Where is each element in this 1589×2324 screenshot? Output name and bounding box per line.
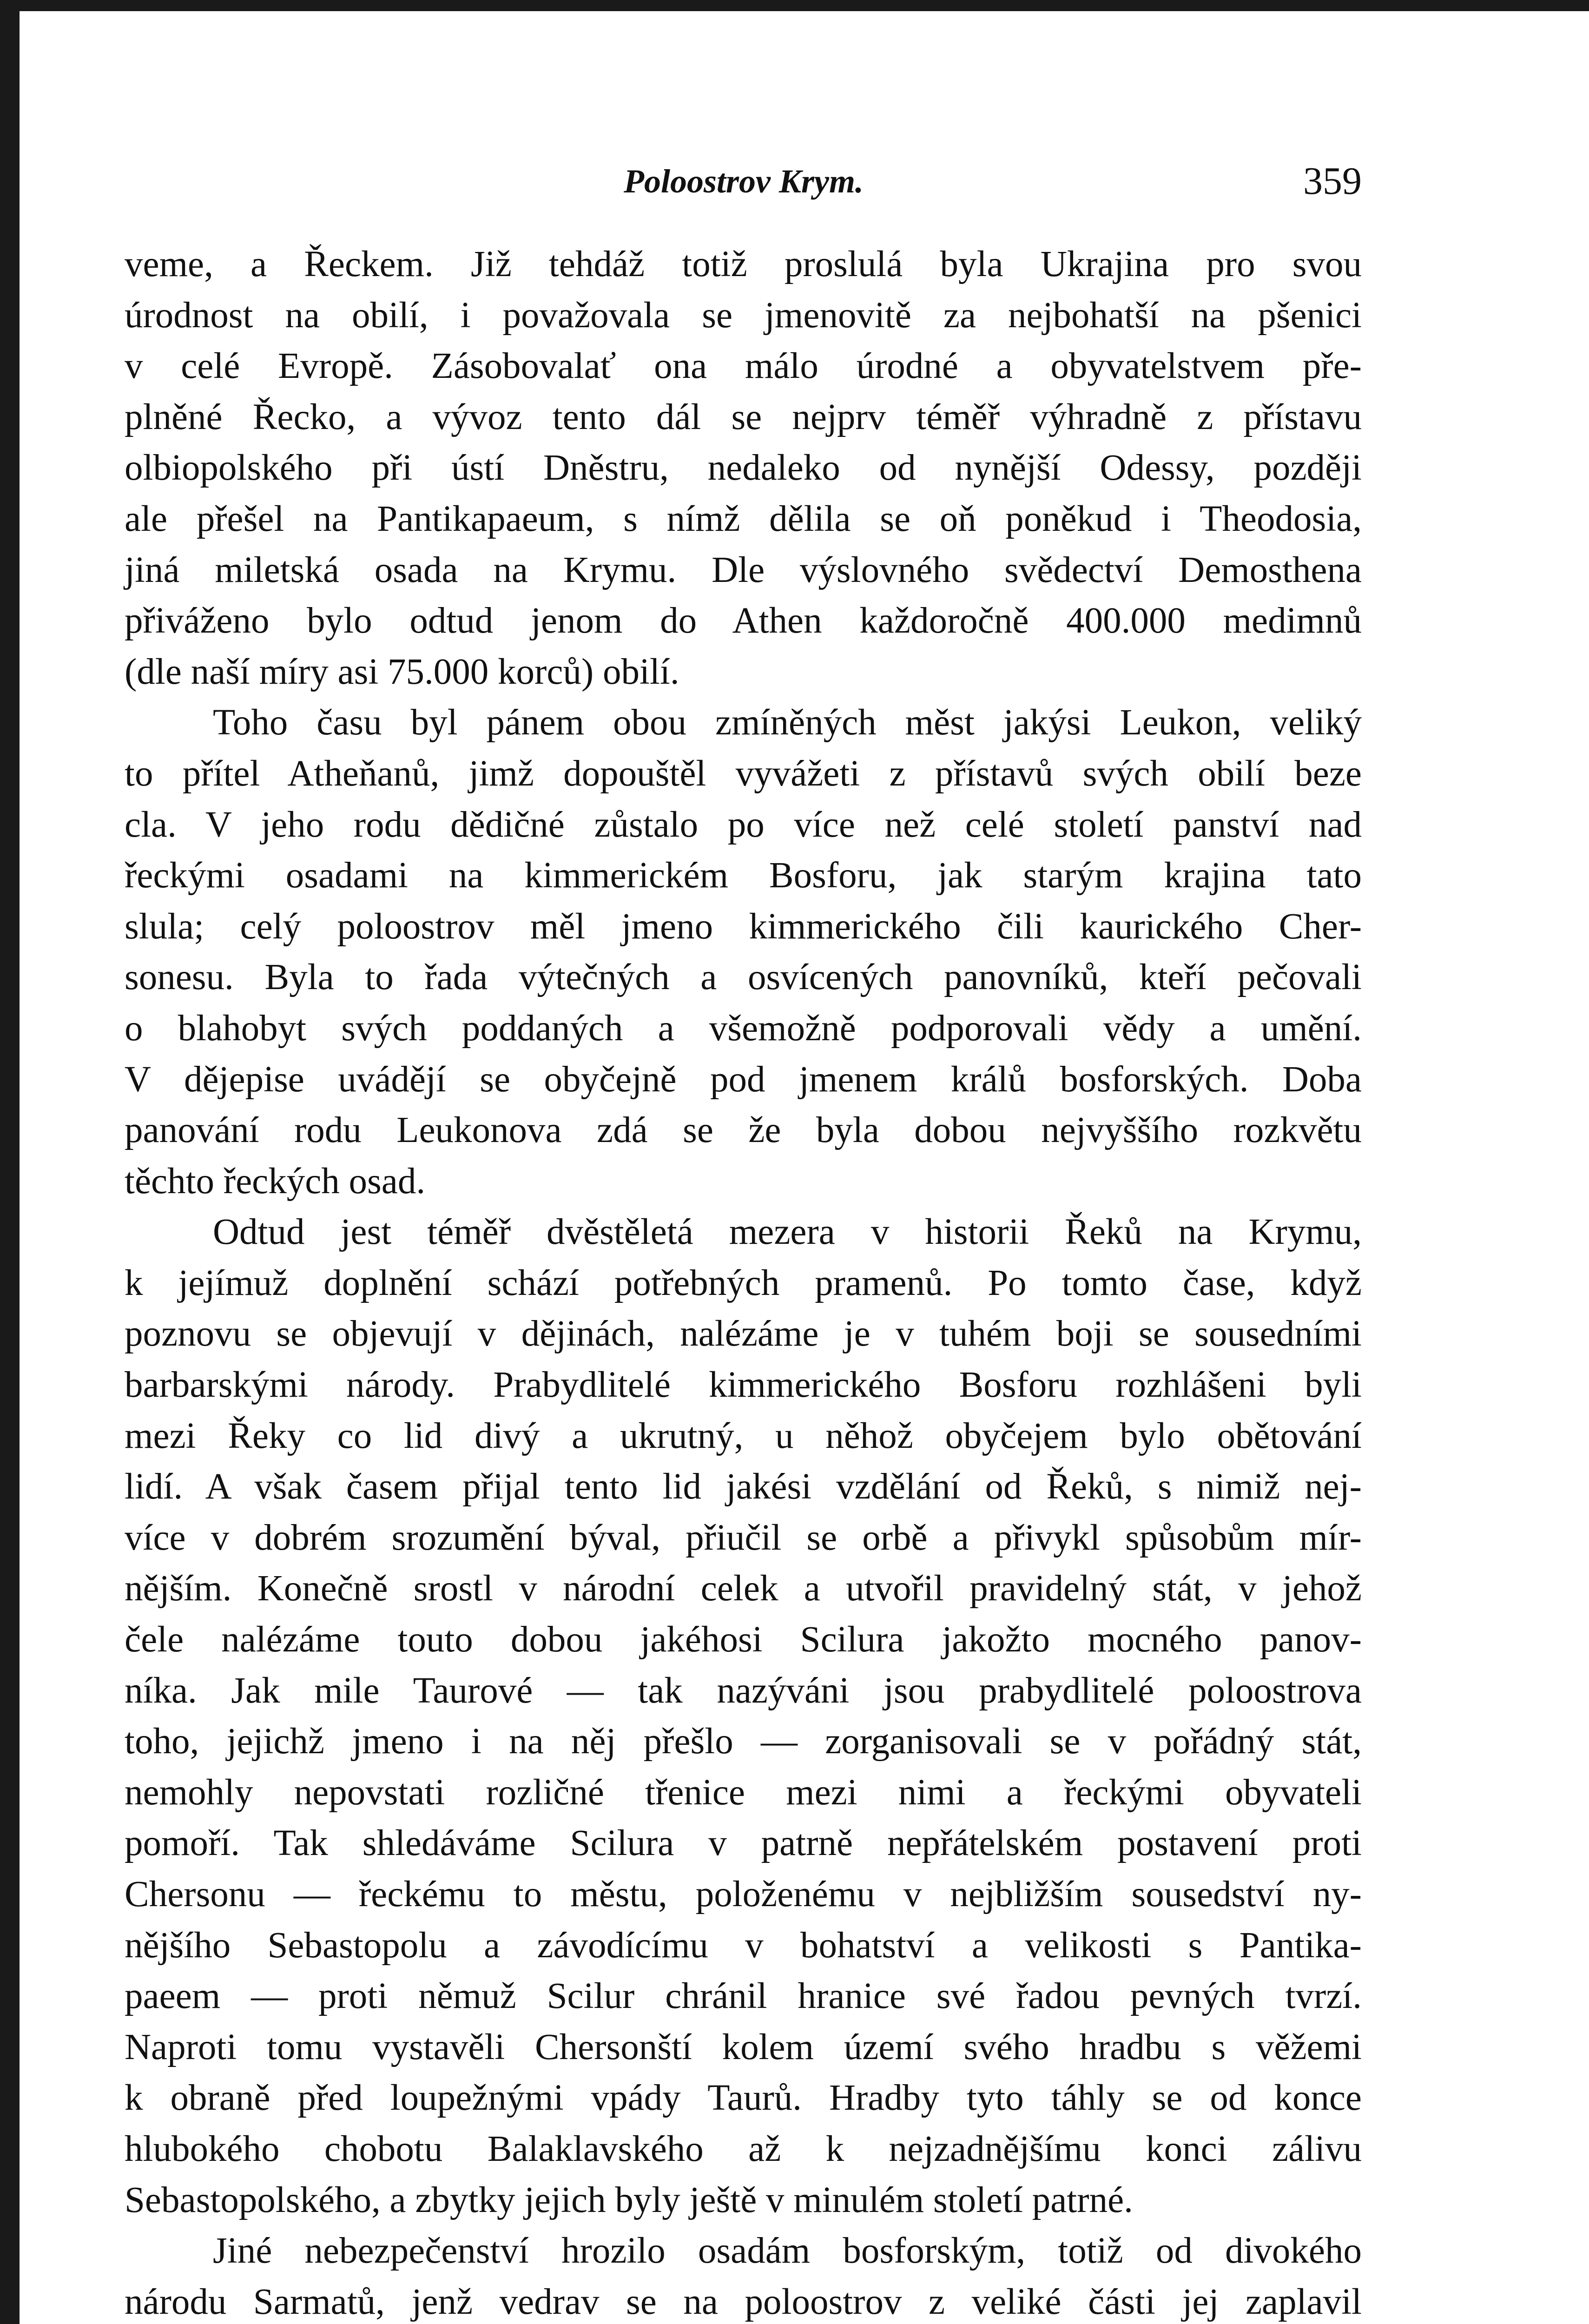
text-line: nemohly nepovstati rozličné třenice mezi nimi a řeckými obyvateli bbox=[125, 1772, 1362, 1813]
text-line: paeem — proti němuž Scilur chránil hranice své řadou pevných tvrzí. bbox=[125, 1976, 1362, 2017]
text-line: toho, jejichž jmeno i na něj přešlo — zorganisovali se v pořádný stát, bbox=[125, 1721, 1362, 1762]
text-line: poznovu se objevují v dějinách, nalézáme je v tuhém boji se sousedními bbox=[125, 1314, 1362, 1354]
scan-edge-top bbox=[0, 0, 1589, 11]
text-line: národu Sarmatů, jenž vedrav se na poloostrov z veliké části jej zaplavil bbox=[125, 2281, 1362, 2322]
text-line: přiváženo bylo odtud jenom do Athen každoročně 400.000 medimnů bbox=[125, 601, 1362, 641]
text-line: cla. V jeho rodu dědičné zůstalo po více než celé století panství nad bbox=[125, 804, 1362, 845]
text-line: k jejímuž doplnění schází potřebných pramenů. Po tomto čase, když bbox=[125, 1262, 1362, 1303]
text-line: sonesu. Byla to řada výtečných a osvícených panovníků, kteří pečovali bbox=[125, 957, 1362, 998]
text-line: níka. Jak mile Taurové — tak nazýváni jsou prabydlitelé poloostrova bbox=[125, 1670, 1362, 1711]
scan-edge-left bbox=[0, 0, 20, 2324]
running-title: Poloostrov Krym. bbox=[624, 163, 864, 200]
text-line: V dějepise uvádějí se obyčejně pod jmenem králů bosforských. Doba bbox=[125, 1059, 1362, 1100]
page-number: 359 bbox=[1303, 159, 1362, 203]
text-line: lidí. A však časem přijal tento lid jakési vzdělání od Řeků, s nimiž nej- bbox=[125, 1466, 1362, 1507]
text-line: plněné Řecko, a vývoz tento dál se nejprv téměř výhradně z přístavu bbox=[125, 396, 1362, 437]
text-line: řeckými osadami na kimmerickém Bosforu, jak starým krajina tato bbox=[125, 855, 1362, 896]
text-line: Sebastopolského, a zbytky jejich byly ještě v minulém století patrné. bbox=[125, 2179, 1133, 2220]
paragraph bbox=[125, 2225, 1362, 2324]
paragraph bbox=[125, 697, 1362, 1207]
text-line: Toho času byl pánem obou zmíněných měst jakýsi Leukon, veliký bbox=[213, 702, 1362, 743]
page-header bbox=[125, 153, 1362, 209]
text-line: Odtud jest téměř dvěstěletá mezera v historii Řeků na Krymu, bbox=[213, 1212, 1362, 1253]
text-line: barbarskými národy. Prabydlitelé kimmerického Bosforu rozhlášeni byli bbox=[125, 1365, 1362, 1406]
paragraph bbox=[125, 239, 1362, 697]
text-line: hlubokého chobotu Balaklavského až k nejzadnějšímu konci zálivu bbox=[125, 2128, 1362, 2169]
text-line: Chersonu — řeckému to městu, položenému v nejbližším sousedství ny- bbox=[125, 1874, 1362, 1915]
text-line: k obraně před loupežnými vpády Taurů. Hradby tyto táhly se od konce bbox=[125, 2078, 1362, 2119]
text-line: nějšího Sebastopolu a závodícímu v bohatství a velikosti s Pantika- bbox=[125, 1925, 1362, 1966]
text-line: v celé Evropě. Zásobovalať ona málo úrodné a obyvatelstvem pře- bbox=[125, 346, 1362, 387]
text-line: slula; celý poloostrov měl jmeno kimmerického čili kaurického Cher- bbox=[125, 906, 1362, 947]
text-line: těchto řeckých osad. bbox=[125, 1161, 426, 1202]
paragraph bbox=[125, 1207, 1362, 2225]
text-line: čele nalézáme touto dobou jakéhosi Scilura jakožto mocného panov- bbox=[125, 1619, 1362, 1660]
text-line: jiná miletská osada na Krymu. Dle výslovného svědectví Demosthena bbox=[125, 549, 1362, 590]
text-line: Jiné nebezpečenství hrozilo osadám bosforským, totiž od divokého bbox=[213, 2231, 1362, 2271]
text-line: nějším. Konečně srostl v národní celek a utvořil pravidelný stát, v jehož bbox=[125, 1568, 1362, 1609]
text-line: olbiopolského při ústí Dněstru, nedaleko od nynější Odessy, později bbox=[125, 448, 1362, 489]
body-text bbox=[125, 239, 1362, 2324]
text-line: veme, a Řeckem. Již tehdáž totiž proslulá byla Ukrajina pro svou bbox=[125, 244, 1362, 284]
text-line: to přítel Atheňanů, jimž dopouštěl vyvážeti z přístavů svých obilí beze bbox=[125, 753, 1362, 794]
text-line: (dle naší míry asi 75.000 korců) obilí. bbox=[125, 651, 679, 692]
text-line: pomoří. Tak shledáváme Scilura v patrně nepřátelském postavení proti bbox=[125, 1823, 1362, 1864]
text-line: více v dobrém srozumění býval, přiučil se orbě a přivykl spůsobům mír- bbox=[125, 1517, 1362, 1558]
text-line: o blahobyt svých poddaných a všemožně podporovali vědy a umění. bbox=[125, 1008, 1362, 1049]
text-line: úrodnost na obilí, i považovala se jmenovitě za nejbohatší na pšenici bbox=[125, 295, 1362, 336]
text-line: Naproti tomu vystavěli Chersonští kolem území svého hradbu s věžemi bbox=[125, 2027, 1362, 2067]
text-line: panování rodu Leukonova zdá se že byla dobou nejvyššího rozkvětu bbox=[125, 1110, 1362, 1151]
text-line: mezi Řeky co lid divý a ukrutný, u něhož obyčejem bylo obětování bbox=[125, 1415, 1362, 1456]
text-line: ale přešel na Pantikapaeum, s nímž dělila se oň poněkud i Theodosia, bbox=[125, 498, 1362, 539]
